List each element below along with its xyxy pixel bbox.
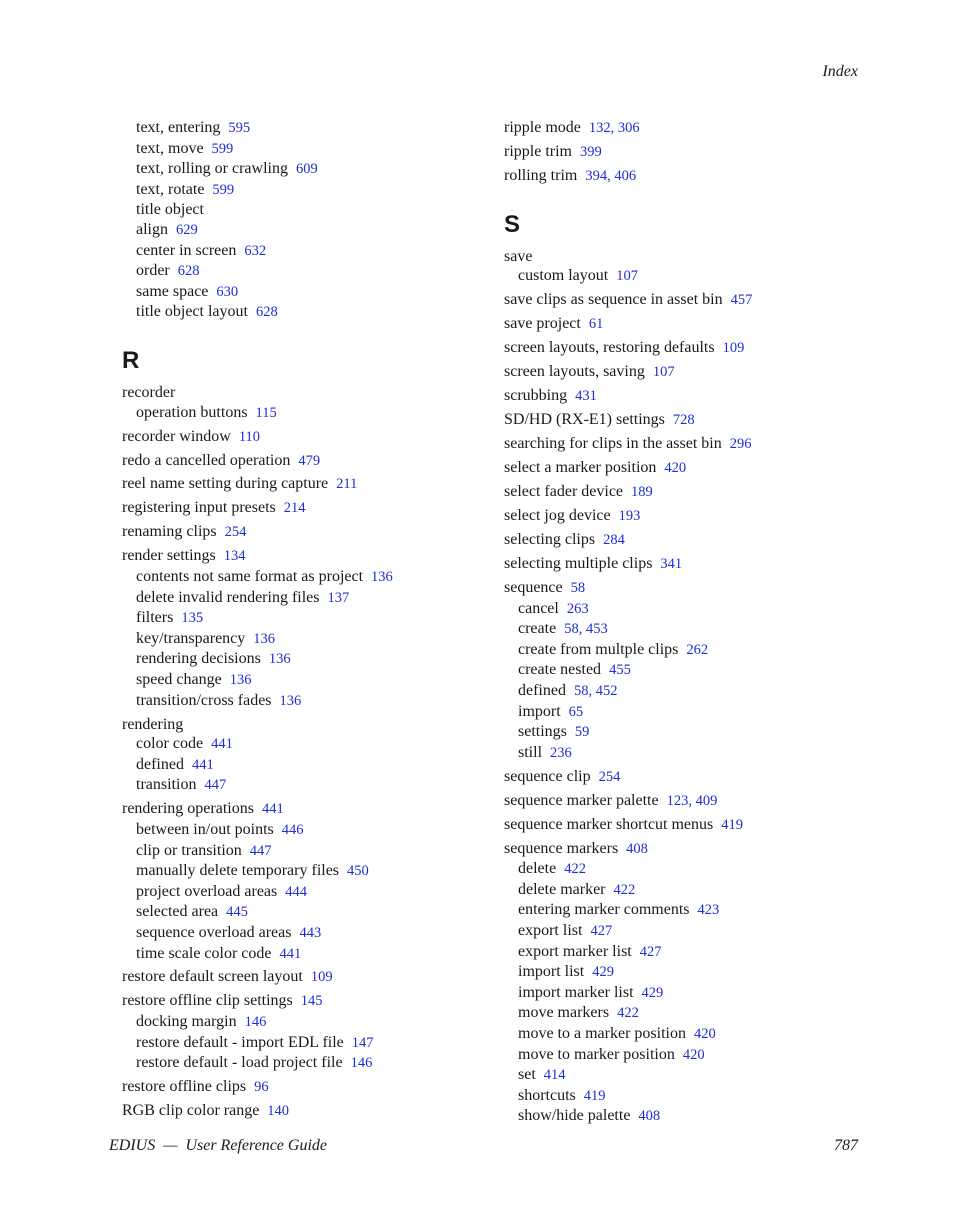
index-entry [504, 386, 864, 407]
page-link[interactable]: 306 [617, 120, 640, 136]
index-subentry [122, 923, 482, 944]
index-term: clip or transition [136, 841, 242, 859]
page-link[interactable]: 728 [672, 412, 695, 429]
page-link[interactable]: 441 [211, 736, 233, 753]
index-subentry [504, 640, 864, 661]
page-link[interactable]: 453 [585, 621, 608, 638]
index-entry [122, 427, 482, 448]
index-term: rendering [122, 715, 184, 733]
index-subentry [122, 567, 482, 588]
index-subentry [122, 649, 482, 670]
index-term: import list [518, 963, 585, 981]
page-link[interactable]: 136 [253, 630, 276, 647]
index-letter-heading: R [122, 346, 140, 374]
index-entry [122, 451, 482, 472]
index-term: create from multple clips [518, 640, 679, 658]
index-subentry [122, 1033, 482, 1054]
index-subentry [504, 1024, 864, 1045]
index-subentry [122, 820, 482, 841]
page-link[interactable]: 107 [616, 268, 638, 285]
index-term: rendering operations [122, 800, 254, 818]
footer-page-number: 787 [834, 1137, 858, 1154]
index-term: set [518, 1066, 536, 1084]
page-link[interactable]: 419 [721, 816, 744, 833]
index-term: SD/HD (RX-E1) settings [504, 411, 665, 429]
page-link[interactable]: 211 [336, 476, 358, 493]
index-subentry [504, 1045, 864, 1066]
index-term: sequence [504, 578, 563, 596]
page-link[interactable]: 427 [590, 923, 613, 940]
index-term: delete invalid rendering files [136, 588, 320, 606]
index-subentry [122, 882, 482, 903]
index-term: transition [136, 776, 197, 794]
index-term: export marker list [518, 942, 632, 960]
page-link[interactable]: 137 [327, 589, 350, 606]
page-link[interactable]: 455 [609, 662, 631, 679]
page-link[interactable]: 632 [244, 242, 267, 259]
index-subentry [504, 1086, 864, 1107]
index-column-right [504, 118, 864, 1127]
page-link[interactable]: 394 [585, 167, 608, 184]
page-link[interactable]: 450 [347, 863, 369, 880]
index-term: save project [504, 315, 581, 333]
index-term: docking margin [136, 1013, 237, 1031]
page-link[interactable]: 109 [722, 340, 745, 357]
index-term: sequence marker shortcut menus [504, 815, 714, 833]
index-entry [504, 362, 864, 383]
index-letter-heading: S [504, 210, 521, 238]
page-link[interactable]: 254 [598, 768, 621, 785]
index-entry [122, 383, 482, 403]
page-separator: , [610, 120, 618, 136]
index-term: registering input presets [122, 499, 276, 517]
index-term: move markers [518, 1004, 610, 1022]
index-subentry [122, 241, 482, 262]
index-term: text, rolling or crawling [136, 160, 288, 178]
index-subentry [122, 861, 482, 882]
page-link[interactable]: 441 [191, 756, 214, 773]
page-link[interactable]: 429 [641, 984, 664, 1001]
index-subentry [504, 702, 864, 723]
page-link[interactable]: 136 [279, 692, 302, 709]
index-term: scrubbing [504, 387, 568, 405]
page-link[interactable]: 443 [299, 924, 322, 941]
index-term: create [518, 620, 557, 638]
index-term: shortcuts [518, 1086, 576, 1104]
page-link[interactable]: 447 [204, 777, 227, 794]
page-link[interactable]: 479 [298, 452, 321, 469]
index-subentry [504, 660, 864, 681]
index-term: title object [136, 201, 204, 219]
page-link[interactable]: 444 [285, 883, 308, 900]
index-entry [504, 338, 864, 359]
page-link[interactable]: 254 [224, 524, 247, 541]
index-term: screen layouts, restoring defaults [504, 339, 715, 357]
index-term: title object layout [136, 303, 248, 321]
page-link[interactable]: 408 [626, 840, 648, 857]
index-term: key/transparency [136, 629, 246, 647]
page-link[interactable]: 147 [351, 1034, 374, 1051]
index-subentry [122, 734, 482, 755]
index-term: speed change [136, 671, 222, 688]
index-subentry [122, 902, 482, 923]
index-term: save clips as sequence in asset bin [504, 291, 723, 309]
index-entry [504, 839, 864, 860]
index-entry [122, 546, 482, 567]
page-link[interactable]: 132 [588, 120, 611, 136]
index-subentry [122, 755, 482, 776]
index-term: screen layouts, saving [504, 363, 645, 381]
index-entry [504, 506, 864, 527]
index-term: reel name setting during capture [122, 475, 329, 493]
index-entry [504, 314, 864, 335]
index-term: time scale color code [136, 944, 272, 962]
index-term: sequence markers [504, 839, 619, 857]
index-subentry [504, 619, 864, 640]
page-link[interactable]: 419 [583, 1087, 606, 1104]
index-entry [122, 498, 482, 519]
index-term: text, entering [136, 119, 221, 136]
page-link[interactable]: 595 [228, 120, 251, 136]
index-entry [504, 530, 864, 551]
index-term: between in/out points [136, 820, 274, 838]
page-link[interactable]: 599 [212, 181, 235, 198]
page-link[interactable]: 135 [181, 610, 204, 627]
running-head: Index [822, 63, 858, 80]
index-term: show/hide palette [518, 1107, 631, 1125]
index-term: import marker list [518, 983, 634, 1001]
index-term: entering marker comments [518, 901, 690, 919]
index-subentry [122, 403, 482, 424]
page-link[interactable]: 107 [652, 364, 675, 381]
page-link[interactable]: 123 [666, 792, 689, 809]
page-link[interactable]: 146 [350, 1055, 373, 1072]
page-separator: , [607, 167, 615, 184]
index-subentry [504, 859, 864, 880]
page-link[interactable]: 422 [617, 1005, 639, 1022]
page-link[interactable]: 422 [613, 881, 636, 898]
index-term: searching for clips in the asset bin [504, 435, 722, 453]
index-subentry [122, 608, 482, 629]
index-subentry [504, 599, 864, 620]
page-link[interactable]: 58 [573, 682, 589, 699]
page-link[interactable]: 296 [729, 436, 752, 453]
page-link[interactable]: 146 [244, 1014, 267, 1031]
index-term: still [518, 743, 543, 761]
index-term: ripple trim [504, 142, 572, 160]
index-term: custom layout [518, 267, 609, 285]
index-term: render settings [122, 547, 216, 565]
index-entry [504, 815, 864, 836]
index-subentry [122, 588, 482, 609]
index-subentry [122, 200, 482, 220]
page-link[interactable]: 441 [261, 801, 284, 818]
page-link[interactable]: 136 [268, 651, 291, 668]
page-separator: , [588, 682, 596, 699]
page-link[interactable]: 427 [639, 943, 662, 960]
index-term: RGB clip color range [122, 1102, 260, 1120]
index-term: rolling trim [504, 166, 578, 184]
page-link[interactable]: 423 [697, 902, 720, 919]
index-term: restore offline clips [122, 1078, 247, 1096]
page-link[interactable]: 630 [216, 283, 239, 300]
page-link[interactable]: 136 [371, 569, 393, 586]
page-link[interactable]: 420 [682, 1046, 705, 1063]
page-link[interactable]: 429 [592, 964, 614, 981]
index-term: text, rotate [136, 180, 205, 198]
index-term: move to marker position [518, 1045, 675, 1063]
index-term: selecting clips [504, 530, 596, 548]
page-link[interactable]: 409 [695, 792, 718, 809]
index-term: restore default - import EDL file [136, 1033, 344, 1051]
page-link[interactable]: 628 [255, 304, 278, 321]
index-term: operation buttons [136, 403, 248, 421]
page-link[interactable]: 134 [223, 548, 246, 565]
index-subentry [504, 880, 864, 901]
index-subentry [122, 944, 482, 965]
page-link[interactable]: 110 [238, 428, 261, 445]
index-entry [504, 247, 864, 267]
page-link[interactable]: 341 [660, 555, 683, 572]
page-link[interactable]: 420 [664, 460, 687, 477]
page-link[interactable]: 629 [176, 221, 198, 238]
index-term: color code [136, 735, 204, 753]
index-term: select a marker position [504, 459, 657, 477]
page-link[interactable]: 96 [254, 1079, 269, 1096]
index-term: save [504, 247, 533, 265]
index-subentry [122, 670, 482, 691]
index-term: text, move [136, 139, 204, 157]
index-term: cancel [518, 599, 559, 617]
page-link[interactable]: 431 [575, 388, 597, 405]
index-subentry [504, 1065, 864, 1086]
page-link[interactable]: 58 [564, 621, 579, 638]
index-term: delete marker [518, 880, 606, 898]
page-link[interactable]: 452 [595, 682, 618, 699]
index-term: defined [136, 755, 184, 773]
index-subentry [504, 743, 864, 764]
index-entry [122, 522, 482, 543]
index-subentry [122, 302, 482, 323]
page-link[interactable]: 447 [249, 842, 272, 859]
page-link[interactable]: 628 [177, 263, 200, 280]
page-link[interactable]: 59 [574, 724, 590, 741]
page-link[interactable]: 236 [550, 744, 572, 761]
page-link[interactable]: 189 [631, 484, 653, 501]
page-link[interactable]: 262 [686, 641, 709, 658]
index-subentry [504, 1003, 864, 1024]
index-subentry [504, 681, 864, 702]
page-link[interactable]: 420 [693, 1025, 716, 1042]
page-link[interactable]: 599 [211, 140, 234, 157]
page-link[interactable]: 441 [279, 945, 302, 962]
index-term: create nested [518, 661, 602, 679]
index-term: selected area [136, 903, 219, 921]
index-entry [122, 1077, 482, 1098]
page-link[interactable]: 58 [570, 579, 586, 596]
page-link[interactable]: 145 [300, 993, 323, 1010]
index-entry [504, 290, 864, 311]
index-term: select jog device [504, 507, 611, 524]
page-link[interactable]: 414 [543, 1067, 566, 1084]
index-entry [504, 166, 864, 187]
index-entry [122, 967, 482, 988]
page-link[interactable]: 422 [564, 861, 586, 878]
index-subentry [504, 983, 864, 1004]
index-subentry [122, 629, 482, 650]
index-subentry [122, 118, 482, 139]
index-subentry [504, 722, 864, 743]
page-link[interactable]: 136 [229, 672, 252, 688]
footer-title: EDIUS — User Reference Guide [109, 1137, 328, 1154]
page-link[interactable]: 193 [618, 508, 641, 524]
page-link[interactable]: 109 [310, 969, 333, 986]
index-subentry [122, 1012, 482, 1033]
index-subentry [122, 220, 482, 241]
page-separator: , [688, 792, 696, 809]
index-term: rendering decisions [136, 650, 261, 668]
index-entry [122, 474, 482, 495]
index-column-left [122, 118, 482, 1122]
index-entry [504, 482, 864, 503]
page-link[interactable]: 446 [281, 821, 304, 838]
index-entry [504, 434, 864, 455]
index-term: restore default screen layout [122, 968, 303, 986]
index-term: align [136, 220, 168, 238]
index-entry [504, 791, 864, 812]
index-entry [504, 458, 864, 479]
index-subentry [504, 266, 864, 287]
page-link[interactable]: 65 [568, 703, 584, 720]
index-subentry [122, 282, 482, 303]
index-term: sequence marker palette [504, 791, 659, 809]
index-subentry [122, 841, 482, 862]
page-link[interactable]: 406 [614, 167, 637, 184]
index-entry [122, 715, 482, 735]
index-term: recorder [122, 383, 176, 401]
index-entry [122, 799, 482, 820]
index-term: settings [518, 723, 567, 741]
page-link[interactable]: 61 [588, 316, 604, 333]
index-term: filters [136, 609, 174, 627]
page-link[interactable]: 457 [730, 292, 753, 309]
index-term: redo a cancelled operation [122, 451, 291, 469]
page-link[interactable]: 140 [267, 1103, 290, 1120]
index-subentry [122, 139, 482, 160]
page-link[interactable]: 284 [603, 531, 625, 548]
index-term: renaming clips [122, 523, 217, 541]
index-term: order [136, 262, 170, 280]
index-entry [504, 410, 864, 431]
page-link[interactable]: 115 [255, 404, 277, 421]
index-subentry [122, 159, 482, 180]
index-subentry [122, 775, 482, 796]
index-subentry [122, 261, 482, 282]
page-separator: , [578, 621, 586, 638]
index-entry [504, 767, 864, 788]
index-term: project overload areas [136, 882, 278, 900]
index-subentry [122, 180, 482, 201]
index-term: restore offline clip settings [122, 992, 293, 1010]
index-term: transition/cross fades [136, 691, 272, 709]
index-subentry [504, 962, 864, 983]
index-entry [504, 142, 864, 163]
index-term: center in screen [136, 241, 237, 259]
index-subentry [504, 900, 864, 921]
page-link[interactable]: 214 [283, 500, 306, 517]
index-subentry [122, 691, 482, 712]
page-link[interactable]: 399 [579, 143, 602, 160]
index-term: recorder window [122, 427, 231, 445]
index-term: export list [518, 922, 583, 940]
index-term: sequence clip [504, 767, 591, 785]
index-term: ripple mode [504, 119, 581, 136]
page-link[interactable]: 445 [226, 904, 248, 921]
index-entry [504, 554, 864, 575]
index-subentry [504, 1106, 864, 1127]
index-entry [504, 578, 864, 599]
index-term: delete [518, 860, 557, 878]
index-term: manually delete temporary files [136, 862, 340, 880]
index-subentry [504, 921, 864, 942]
index-term: selecting multiple clips [504, 554, 653, 572]
index-entry [504, 118, 864, 139]
page-link[interactable]: 408 [638, 1108, 661, 1125]
index-subentry [122, 1053, 482, 1074]
index-term: restore default - load project file [136, 1054, 343, 1072]
index-term: sequence overload areas [136, 923, 292, 941]
page-link[interactable]: 263 [566, 600, 589, 617]
index-entry [122, 1101, 482, 1122]
index-term: same space [136, 282, 209, 300]
page-link[interactable]: 609 [295, 161, 318, 178]
index-term: defined [518, 681, 566, 699]
index-term: select fader device [504, 483, 624, 501]
index-term: contents not same format as project [136, 568, 364, 586]
index-subentry [504, 942, 864, 963]
index-term: import [518, 702, 561, 720]
index-entry [122, 991, 482, 1012]
index-term: move to a marker position [518, 1024, 686, 1042]
